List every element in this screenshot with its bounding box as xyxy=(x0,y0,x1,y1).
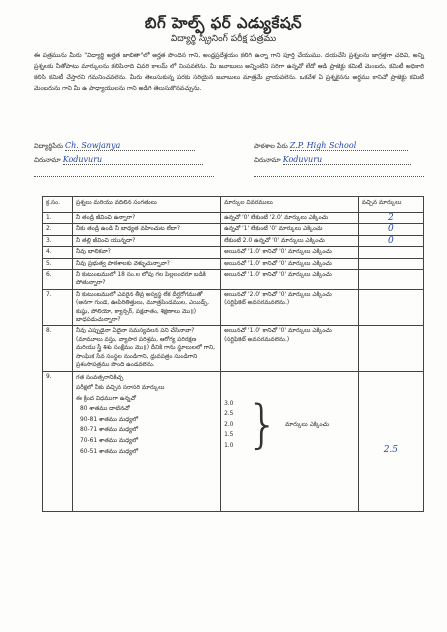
table-row xyxy=(43,235,424,246)
row-question: నీవు ఎప్పుడైనా ఏదైనా సమస్యవలన పని చేసినావా? (మామూలు వస్తు, వ్యాపార పరిశ్రమ, ఆరోగ్య పరిరక్షణ మరియు స్త్రీ శిశు సంక్షేమం మొ॥) దీనికి గాను స్థూలులలో గాని, సాంఘిక సేవ సంస్థల నుండిగాని, ధ్రువపత్రం సుండిగాని ప్రశంసాపత్రము పొంది ఉండవలెను. xyxy=(73,326,221,371)
row-score: 2.5 xyxy=(358,371,423,511)
range-item: 70-61 శాతము మధ్యలో xyxy=(80,438,139,445)
address-field-right xyxy=(254,155,411,166)
header-obtained-marks: వచ్చిన మార్కులు xyxy=(358,197,423,213)
row-marks-rule-average xyxy=(221,371,359,511)
address-blank-line-left xyxy=(34,170,214,177)
row-marks-rule: ఉన్నచో '0' లేకుంటే '2.0' మార్కులు ఎక్కించు xyxy=(221,213,359,224)
row-number: 5. xyxy=(43,258,73,269)
table-header-row xyxy=(43,197,424,213)
row-marks-rule: ఉన్నచో '1' లేకుంటే '0' మార్కులు ఎక్కించు xyxy=(221,224,359,235)
table-row xyxy=(43,224,424,235)
row-question: నీకు తండ్రి ఉండి నీ బాధ్యత వహించుట లేదా? xyxy=(73,224,221,235)
school-name-field xyxy=(254,141,408,152)
row9-question-line: గత సంవత్సరానికిచ్చ xyxy=(76,374,124,381)
address-value-right: Koduvuru xyxy=(282,155,323,164)
row-marks-rule: లేకుంటే 2.0 ఉన్నచో '0' మార్కులు ఎక్కించు xyxy=(221,235,359,246)
address-label-right: చిరునామా xyxy=(254,156,281,164)
row9-question-line: పరీక్షలో నీకు వచ్చిన సరాసరి మార్కులు xyxy=(76,385,165,392)
form-subtitle: విద్యార్థి స్క్రీనింగ్ పరీక్ష పత్రము xyxy=(170,34,277,44)
row-number: 8. xyxy=(43,326,73,371)
table-row xyxy=(43,213,424,224)
row9-question-line: ఈ క్రింద విధముగా ఉన్నచో xyxy=(76,395,136,402)
school-name-value: Z.P. High School xyxy=(289,141,357,150)
point-value: 2.0 xyxy=(224,421,234,428)
point-value: 1.5 xyxy=(224,432,234,439)
row-question: నీ కుటుంబములో 18 సం.ల లోపు గల పిల్లలందరూ బడికి పోతున్నారా? xyxy=(73,270,221,290)
row-marks-rule: అయినచో '1.0' కానిచో '0' మార్కులు ఎక్కించు (సర్టిఫికెట్ అవసరమవలెను.) xyxy=(221,326,359,371)
table-row xyxy=(43,326,424,371)
student-name-value: Ch. Sowjanya xyxy=(65,141,121,150)
row-question: నీవు బాలికవా? xyxy=(73,247,221,258)
school-name-label: పాఠశాల పేరు xyxy=(254,142,288,150)
range-item: 60-51 శాతము మధ్యలో xyxy=(80,448,139,455)
point-value: 1.0 xyxy=(224,442,234,449)
range-item: 80-71 శాతము మధ్యలో xyxy=(80,427,139,434)
row-score xyxy=(358,270,423,290)
table-row-average-marks xyxy=(43,371,424,511)
address-field-left xyxy=(34,155,203,166)
table-row xyxy=(43,289,424,326)
range-list xyxy=(76,404,217,457)
row-marks-rule: అయినచో '2.0' కానిచో '0' మార్కులు ఎక్కించు (సర్టిఫికెట్ అవసరమవలెను.) xyxy=(221,289,359,326)
row-marks-rule: అయినచో '1.0' కానిచో '0' మార్కులు ఎక్కించు xyxy=(221,258,359,269)
header-serial: క్ర.సం. xyxy=(43,197,73,213)
row-number: 3. xyxy=(43,235,73,246)
row-question: నీ తండ్రి జీవించి ఉన్నారా? xyxy=(73,213,221,224)
row-question-average xyxy=(73,371,221,511)
row-score xyxy=(358,258,423,269)
row-question: నీ కుటుంబములో ఎవరైన తీవ్ర అస్వస్థ లేక దీర్ఘరోగముతో (అనగా గుండె, ఊపిరితిత్తులు, మూత్రపిండముల, ఎయిడ్స్, కుష్ఠు, పోలియో, క్యాన్సర్, పక్షవాతం, శిక్షణాలు మొ॥) బాధపడుచున్నారా? xyxy=(73,289,221,326)
range-item: 80 శాతము దాటినచో xyxy=(80,406,130,413)
student-name-label: విద్యార్థిపేరు xyxy=(34,142,63,150)
marks-rule-text: మార్కులు ఎక్కించు xyxy=(285,421,330,428)
address-label-left: చిరునామా xyxy=(34,156,61,164)
row-score: 0 xyxy=(358,224,423,235)
row-score xyxy=(358,289,423,326)
address-blank-line-right xyxy=(254,170,424,177)
table-row xyxy=(43,270,424,290)
intro-paragraph: ఈ పత్రమును మీరు "విద్యార్థి అర్హత జాబితా"లో అర్హత పొందిన గాని, అంధ్రప్రదేశ్లయం కలిగి ఉన్నా గాని పూర్తి చేయుము. దయచేసి ప్రశ్నలను జాగ్రత్తగా చదివి, అన్ని ప్రశ్నలకు నీతోపాటు మార్కులను కలిపినాది చివరి కాలమ్ లో నింపవలెను. మీ జవాబులు అన్నింటిని సరిగా ఉన్నవో లేదో ఆడి ప్రాజెక్టు కమిటీ మెంబరు, కమిటీ అధికారి కలిసి కమిటీ చేస్తారని గమనించవలెను. మీరు తెలుసుకున్న పరకు సరియైన జవాబులు మాత్రమే వ్రాయవలెను. ఒకవేళ ఏ ప్రశ్నకైనను అర్థము కానిచో ప్రాజెక్టు కమిటీ మెంబరును గాని మీ ఉ పాధ్యాయులను గాని అడిగి తెలుసుకొనవచ్చును. xyxy=(34,52,424,92)
row-question: నీ తల్లి జీవించి యున్నదా? xyxy=(73,235,221,246)
row-number: 1. xyxy=(43,213,73,224)
point-value: 2.5 xyxy=(224,411,234,418)
form-title: బిగ్ హెల్ప్ ఫర్ ఎడ్యుకేషన్ xyxy=(144,14,303,32)
row-score: 2 xyxy=(358,213,423,224)
row-marks-rule: అయినచో '1.0' కానిచో '0' మార్కులు ఎక్కించు xyxy=(221,247,359,258)
row-marks-rule: అయినచో '1.0' కానిచో '0' మార్కులు ఎక్కించు xyxy=(221,270,359,290)
row-number: 6. xyxy=(43,270,73,290)
header-questions: ప్రశ్నలు మరియు వదిలిన సంగతులు xyxy=(73,197,221,213)
range-item: 90-81 శాతము మధ్యలో xyxy=(80,416,139,423)
address-value-left: Koduvuru xyxy=(62,155,103,164)
row-score xyxy=(358,247,423,258)
row-number: 2. xyxy=(43,224,73,235)
points-list xyxy=(224,399,246,452)
row-question: నీవు ప్రభుత్వ పాఠశాలకు వెళ్ళుచున్నావా? xyxy=(73,258,221,269)
screening-table xyxy=(42,196,424,512)
table-row xyxy=(43,258,424,269)
row-number: 7. xyxy=(43,289,73,326)
row-number: 4. xyxy=(43,247,73,258)
brace-icon: } xyxy=(246,394,280,455)
table-row xyxy=(43,247,424,258)
point-value: 3.0 xyxy=(224,400,234,407)
student-name-field xyxy=(34,141,195,152)
header-marks-details: మార్కుల వివరములు xyxy=(221,197,359,213)
row-score xyxy=(358,326,423,371)
row-score: 0 xyxy=(358,235,423,246)
row-number: 9. xyxy=(43,371,73,511)
